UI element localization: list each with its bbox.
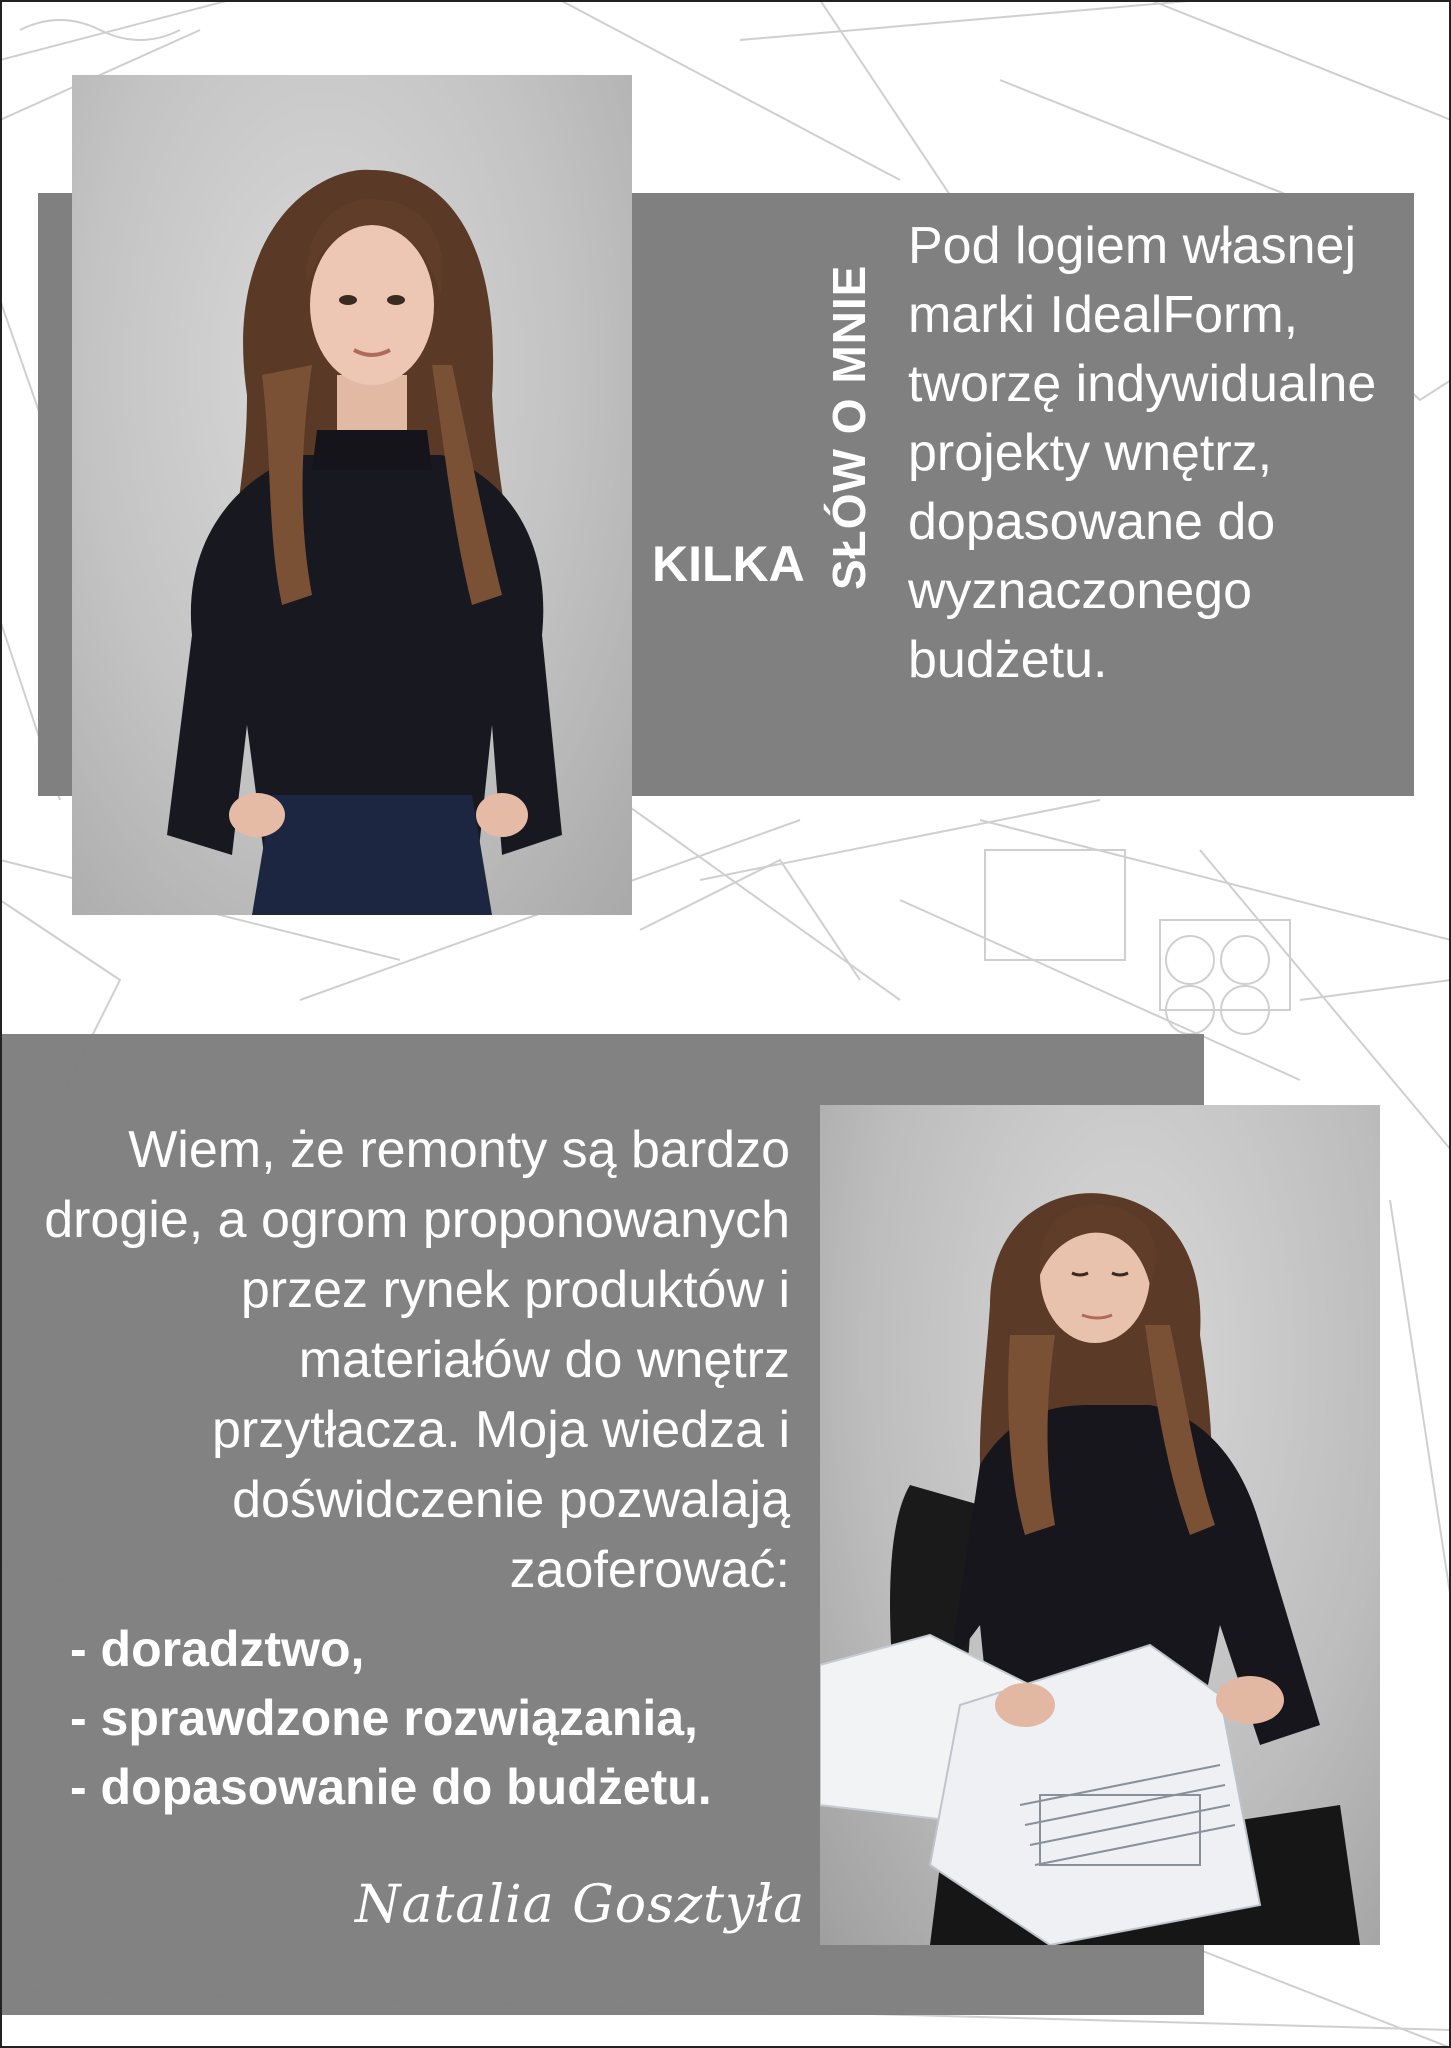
intro-text: Pod logiem własnej marki IdealForm, tworzę indywidualne projekty wnętrz, dopasowane do wyznaczonego budżetu. (908, 217, 1377, 689)
portrait-standing-illustration (72, 75, 632, 915)
offer-item-advice: - doradztwo, (70, 1621, 365, 1677)
portrait-reading-illustration (820, 1105, 1380, 1945)
signature: Natalia Gosztyła (355, 1875, 806, 1935)
offer-item-solutions: - sprawdzone rozwiązania, (70, 1690, 698, 1746)
heading-slow-o-mnie: SŁÓW O MNIE (823, 264, 875, 590)
portrait-photo-reading (820, 1105, 1380, 1945)
offer-item-budget: - dopasowanie do budżetu. (70, 1759, 712, 1815)
details-paragraph: Wiem, że remonty są bardzo drogie, a ogrom proponowanych przez rynek produktów i materiałów do wnętrz przytłacza. Moja wiedza i doświdczenie pozwalają zaoferować: (44, 1121, 790, 1599)
offer-list (70, 1615, 712, 1822)
heading-kilka: KILKA (652, 536, 805, 592)
portrait-photo-standing (72, 75, 632, 915)
